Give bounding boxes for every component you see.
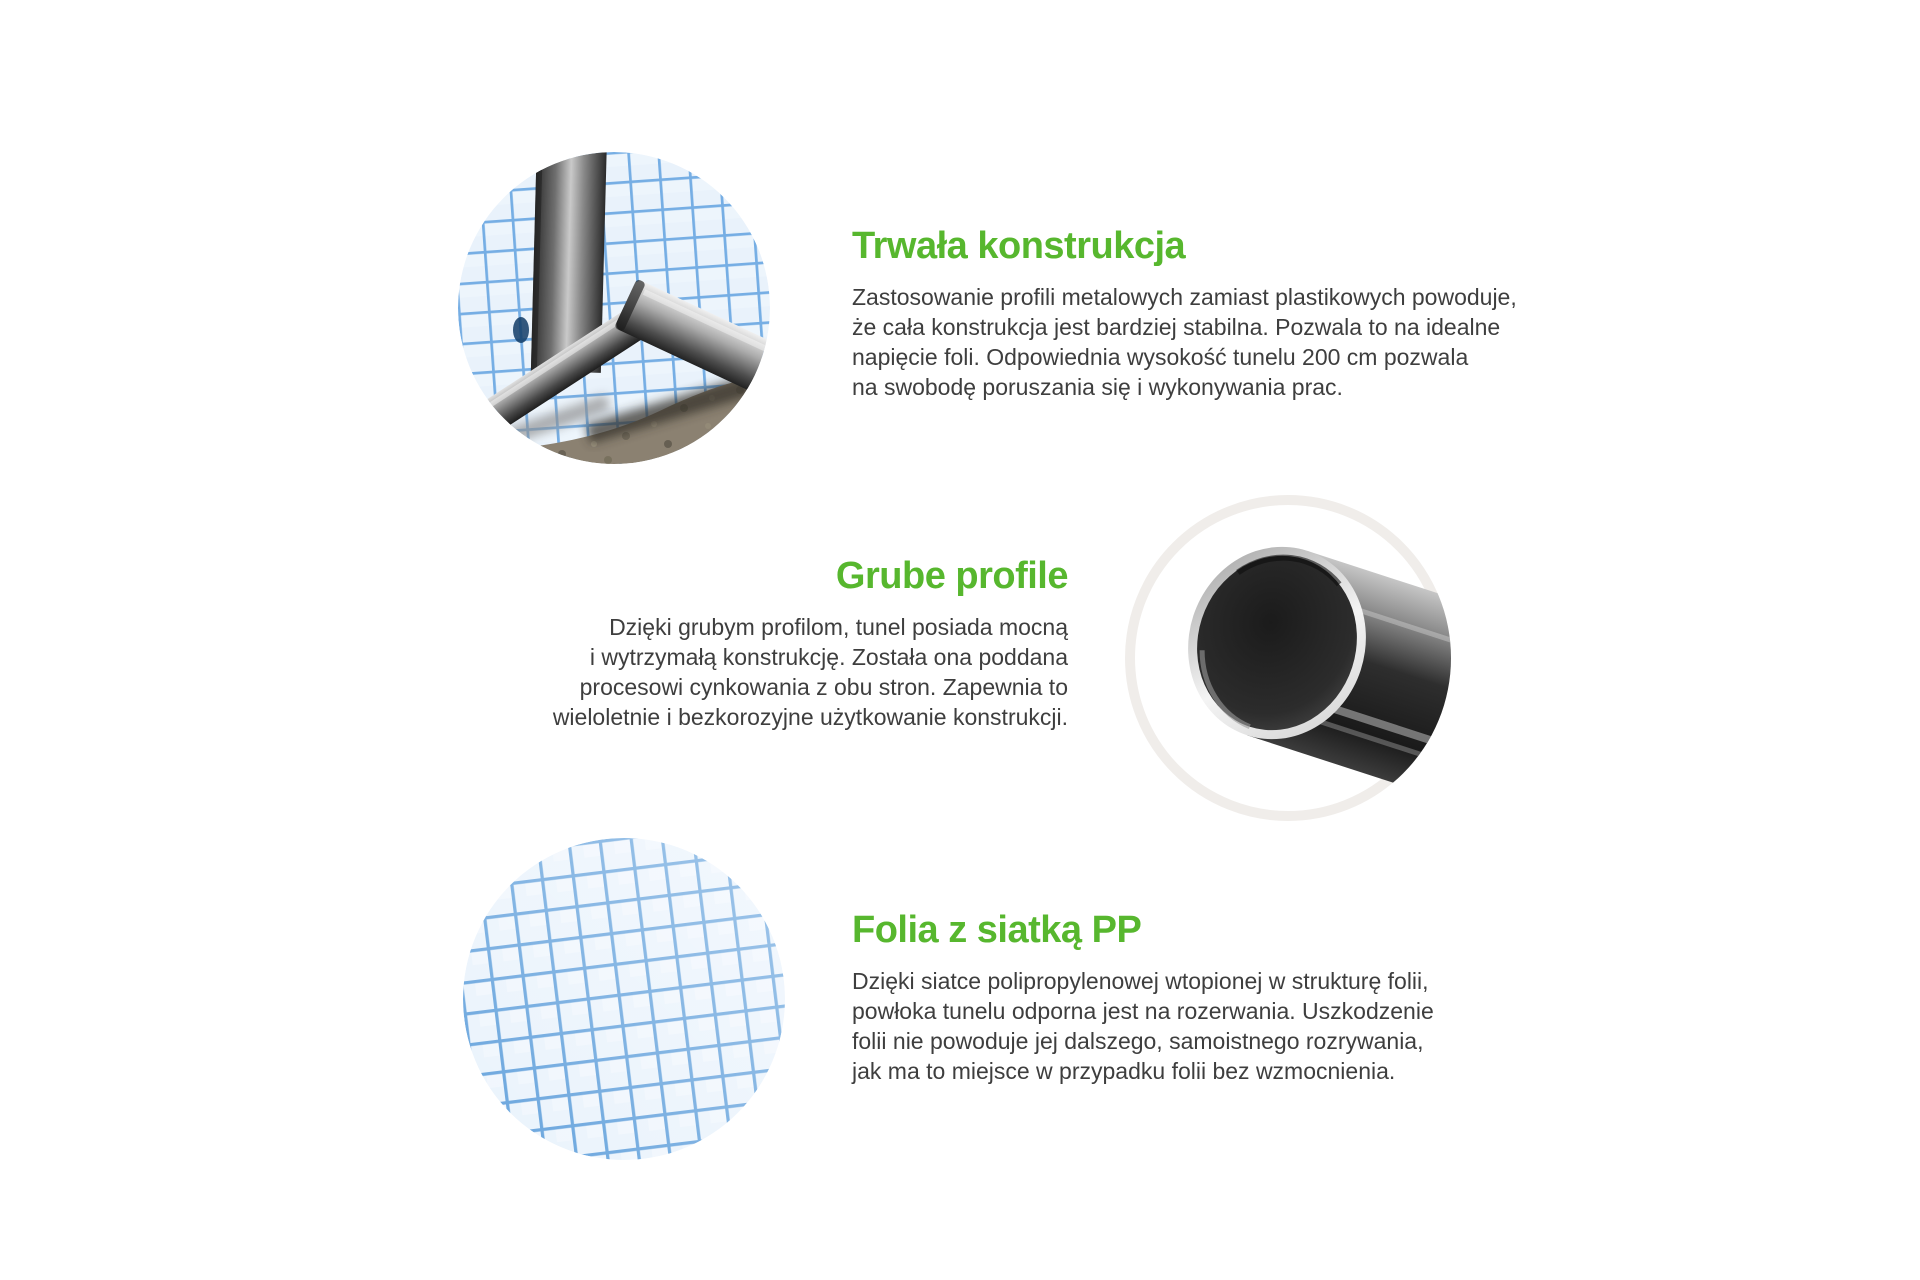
feature-title: Trwała konstrukcja (852, 225, 1186, 267)
feature-thick-profiles (468, 554, 1068, 732)
feature-text-line: Dzięki grubym profilom, tunel posiada mocną (609, 614, 1068, 640)
pp-mesh-foil-photo (463, 838, 785, 1160)
feature-text-line: Zastosowanie profili metalowych zamiast plastikowych powoduje, (852, 284, 1517, 310)
feature-text-line: że cała konstrukcja jest bardziej stabilna. Pozwala to na idealne (852, 314, 1501, 340)
feature-title: Grube profile (835, 555, 1068, 597)
feature-durable-construction (852, 224, 1517, 402)
feature-title: Folia z siatką PP (852, 909, 1142, 951)
feature-text-line: i wytrzymałą konstrukcję. Została ona poddana (589, 644, 1068, 670)
feature-pp-mesh-foil (852, 908, 1492, 1086)
galvanized-pipe-photo (1118, 488, 1458, 828)
feature-text-line: powłoka tunelu odporna jest na rozerwania. Uszkodzenie (852, 998, 1434, 1024)
feature-text-line: procesowi cynkowania z obu stron. Zapewnia to (579, 674, 1068, 700)
feature-text-line: na swobodę poruszania się i wykonywania prac. (852, 374, 1343, 400)
feature-text-line: folii nie powoduje jej dalszego, samoistnego rozrywania, (852, 1028, 1424, 1054)
feature-text-line: jak ma to miejsce w przypadku folii bez wzmocnienia. (852, 1058, 1396, 1084)
frame-joint-photo (458, 152, 770, 464)
feature-text-line: Dzięki siatce polipropylenowej wtopionej w strukturę folii, (852, 968, 1429, 994)
feature-text-line: wieloletnie i bezkorozyjne użytkowanie konstrukcji. (552, 704, 1068, 730)
feature-text-line: napięcie foli. Odpowiednia wysokość tunelu 200 cm pozwala (852, 344, 1469, 370)
